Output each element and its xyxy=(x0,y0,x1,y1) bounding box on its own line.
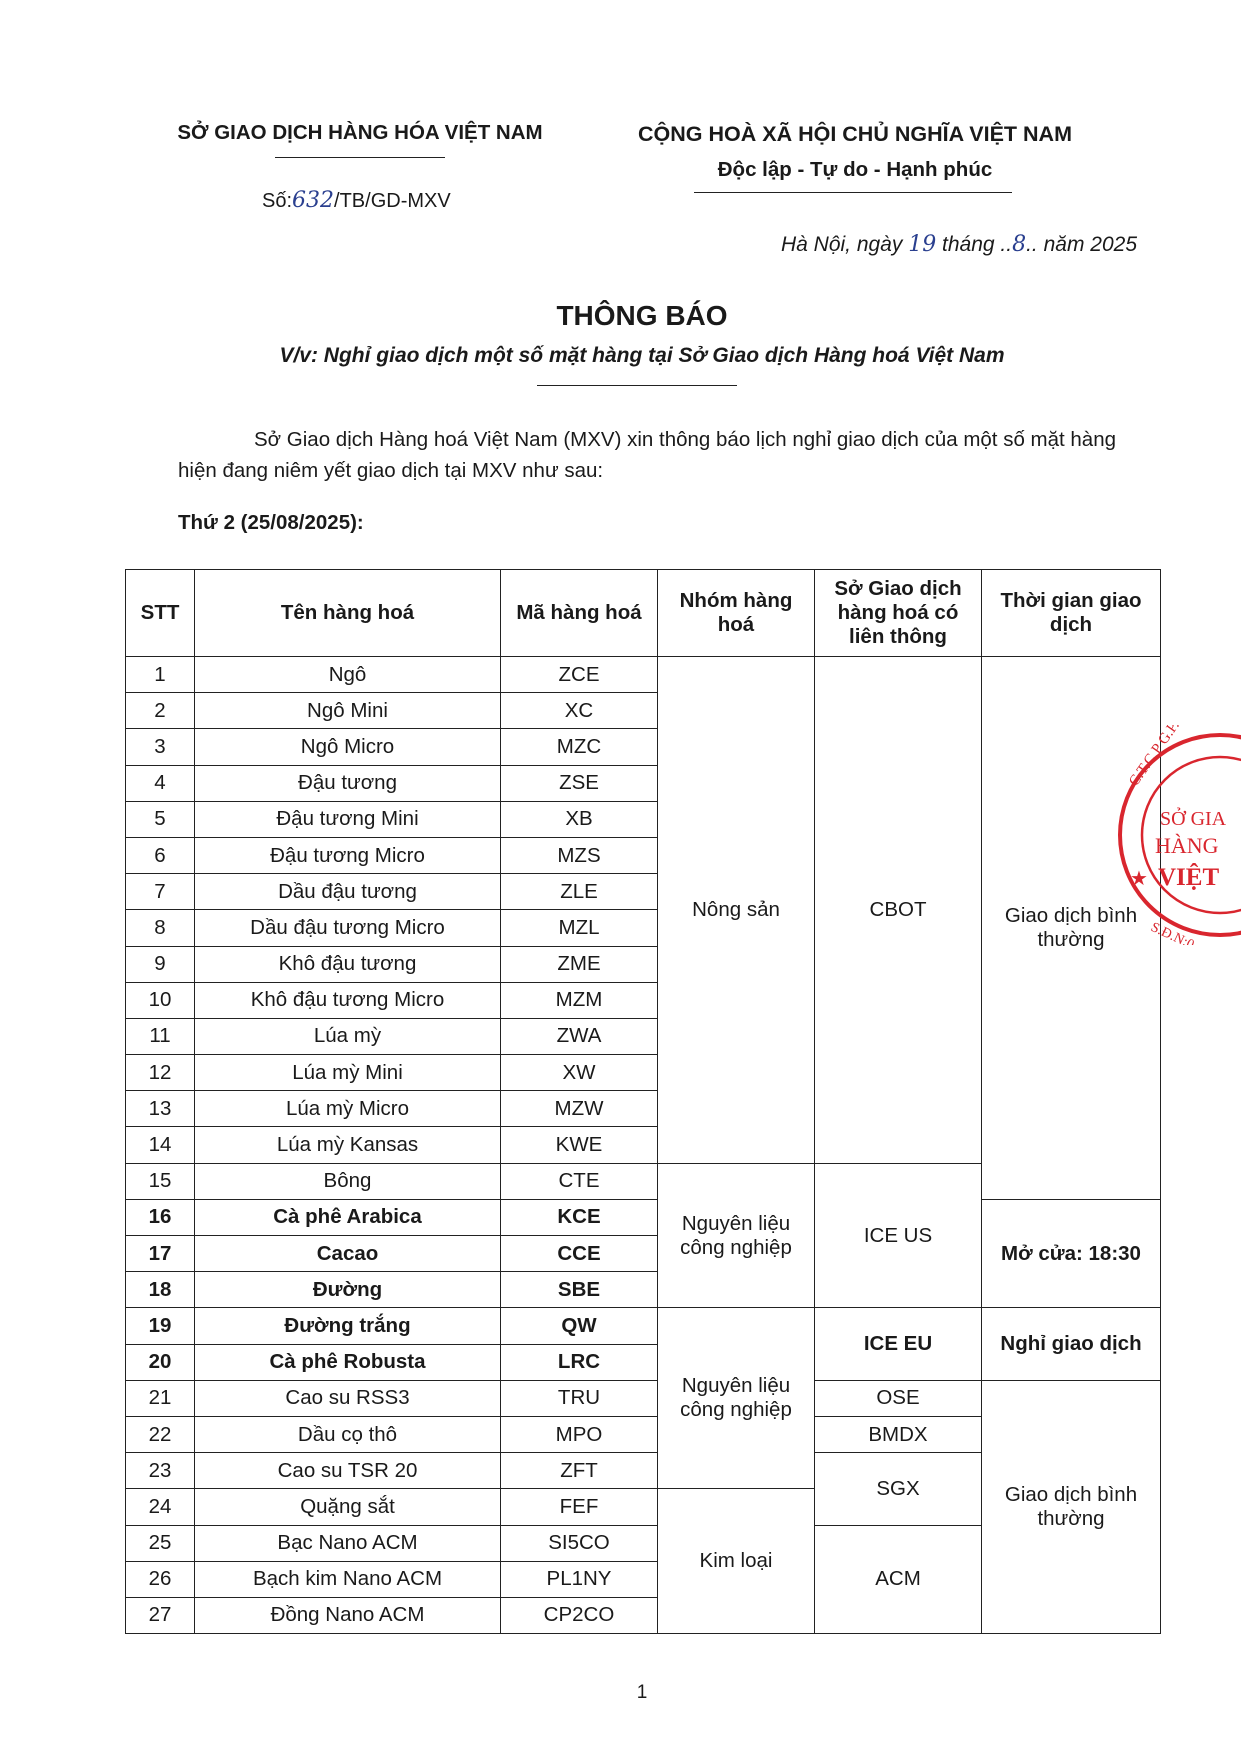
cell-exchange-sgx: SGX xyxy=(815,1453,982,1525)
cell-name: Cà phê Arabica xyxy=(195,1199,501,1235)
cell-code: XB xyxy=(501,801,658,837)
cell-code: PL1NY xyxy=(501,1561,658,1597)
schedule-table xyxy=(125,569,1161,1634)
cell-name: Đậu tương xyxy=(195,765,501,801)
cell-stt: 14 xyxy=(126,1127,195,1163)
cell-code: ZSE xyxy=(501,765,658,801)
cell-code: ZFT xyxy=(501,1453,658,1489)
cell-code: FEF xyxy=(501,1489,658,1525)
cell-name: Ngô Micro xyxy=(195,729,501,765)
cell-exchange-cbot: CBOT xyxy=(815,657,982,1164)
cell-stt: 13 xyxy=(126,1091,195,1127)
nation-title: CỘNG HOÀ XÃ HỘI CHỦ NGHĨA VIỆT NAM xyxy=(638,122,1072,146)
cell-name: Khô đậu tương Micro xyxy=(195,982,501,1018)
cell-stt: 16 xyxy=(126,1199,195,1235)
doc-no-prefix: Số: xyxy=(262,190,293,212)
seal-ring-text: C.T.C.P G.P.T.L. xyxy=(1126,725,1197,790)
seal-line1: SỞ GIA xyxy=(1160,808,1227,830)
cell-code: XW xyxy=(501,1055,658,1091)
cell-group-nong-san: Nông sản xyxy=(658,657,815,1164)
cell-name: Bạch kim Nano ACM xyxy=(195,1561,501,1597)
cell-name: Lúa mỳ Kansas xyxy=(195,1127,501,1163)
issue-date xyxy=(781,232,1137,257)
cell-name: Cà phê Robusta xyxy=(195,1344,501,1380)
table-row xyxy=(126,657,1161,693)
cell-stt: 24 xyxy=(126,1489,195,1525)
cell-name: Lúa mỳ Mini xyxy=(195,1055,501,1091)
cell-stt: 23 xyxy=(126,1453,195,1489)
seal-graphic xyxy=(1110,725,1241,945)
doc-no-handwritten: 632 xyxy=(292,188,335,213)
col-header-time: Thời gian giao dịch xyxy=(982,570,1161,657)
col-header-code: Mã hàng hoá xyxy=(501,570,658,657)
cell-code: KCE xyxy=(501,1199,658,1235)
cell-group-nguyen-lieu-2: Nguyên liệu công nghiệp xyxy=(658,1308,815,1489)
national-motto: Độc lập - Tự do - Hạnh phúc xyxy=(717,158,993,181)
col-header-name: Tên hàng hoá xyxy=(195,570,501,657)
cell-stt: 3 xyxy=(126,729,195,765)
cell-code: ZME xyxy=(501,946,658,982)
motto-underline xyxy=(694,192,1012,193)
cell-name: Cacao xyxy=(195,1236,501,1272)
cell-name: Quặng sắt xyxy=(195,1489,501,1525)
cell-exchange-ice-us: ICE US xyxy=(815,1163,982,1308)
cell-stt: 21 xyxy=(126,1380,195,1416)
cell-exchange-ice-eu: ICE EU xyxy=(815,1308,982,1380)
cell-code: MZM xyxy=(501,982,658,1018)
cell-name: Bông xyxy=(195,1163,501,1199)
cell-time-normal-2: Giao dịch bình thường xyxy=(982,1380,1161,1633)
cell-name: Bạc Nano ACM xyxy=(195,1525,501,1561)
cell-time-open: Mở cửa: 18:30 xyxy=(982,1199,1161,1308)
cell-stt: 6 xyxy=(126,837,195,873)
cell-stt: 5 xyxy=(126,801,195,837)
col-header-exchange: Sở Giao dịch hàng hoá có liên thông xyxy=(815,570,982,657)
cell-name: Đậu tương Micro xyxy=(195,837,501,873)
doc-no-suffix: /TB/GD-MXV xyxy=(334,190,451,212)
cell-stt: 22 xyxy=(126,1416,195,1452)
cell-code: MZL xyxy=(501,910,658,946)
cell-code: MZC xyxy=(501,729,658,765)
cell-name: Cao su TSR 20 xyxy=(195,1453,501,1489)
cell-stt: 9 xyxy=(126,946,195,982)
day-heading: Thứ 2 (25/08/2025): xyxy=(178,511,364,534)
cell-stt: 27 xyxy=(126,1597,195,1633)
cell-stt: 25 xyxy=(126,1525,195,1561)
document-title: THÔNG BÁO xyxy=(556,300,728,331)
cell-stt: 19 xyxy=(126,1308,195,1344)
cell-name: Ngô xyxy=(195,657,501,693)
seal-star-icon: ★ xyxy=(1130,866,1148,890)
cell-stt: 11 xyxy=(126,1018,195,1054)
cell-stt: 2 xyxy=(126,693,195,729)
date-mid: tháng .. xyxy=(936,233,1013,256)
cell-code: CTE xyxy=(501,1163,658,1199)
cell-code: MPO xyxy=(501,1416,658,1452)
cell-code: CP2CO xyxy=(501,1597,658,1633)
cell-code: ZCE xyxy=(501,657,658,693)
cell-time-normal: Giao dịch bình thường xyxy=(982,657,1161,1200)
cell-exchange-bmdx: BMDX xyxy=(815,1416,982,1452)
cell-stt: 4 xyxy=(126,765,195,801)
table-row xyxy=(126,1380,1161,1416)
cell-code: MZW xyxy=(501,1091,658,1127)
cell-name: Dầu đậu tương xyxy=(195,874,501,910)
table-header-row xyxy=(126,570,1161,657)
issuer-name: SỞ GIAO DỊCH HÀNG HÓA VIỆT NAM xyxy=(177,121,543,144)
cell-group-kim-loai: Kim loại xyxy=(658,1489,815,1634)
cell-stt: 1 xyxy=(126,657,195,693)
cell-stt: 10 xyxy=(126,982,195,1018)
cell-time-closed: Nghỉ giao dịch xyxy=(982,1308,1161,1380)
cell-exchange-ose: OSE xyxy=(815,1380,982,1416)
cell-stt: 18 xyxy=(126,1272,195,1308)
cell-code: LRC xyxy=(501,1344,658,1380)
cell-stt: 7 xyxy=(126,874,195,910)
table-row xyxy=(126,1199,1161,1235)
cell-stt: 20 xyxy=(126,1344,195,1380)
col-header-stt: STT xyxy=(126,570,195,657)
cell-name: Lúa mỳ Micro xyxy=(195,1091,501,1127)
cell-code: ZWA xyxy=(501,1018,658,1054)
cell-code: SI5CO xyxy=(501,1525,658,1561)
cell-name: Đường xyxy=(195,1272,501,1308)
cell-stt: 15 xyxy=(126,1163,195,1199)
cell-code: QW xyxy=(501,1308,658,1344)
seal-bottom-text: S.Đ.N:0 xyxy=(1148,920,1197,945)
cell-name: Đậu tương Mini xyxy=(195,801,501,837)
cell-group-nguyen-lieu: Nguyên liệu công nghiệp xyxy=(658,1163,815,1308)
cell-name: Đồng Nano ACM xyxy=(195,1597,501,1633)
cell-name: Đường trắng xyxy=(195,1308,501,1344)
cell-code: MZS xyxy=(501,837,658,873)
cell-name: Cao su RSS3 xyxy=(195,1380,501,1416)
cell-name: Dầu đậu tương Micro xyxy=(195,910,501,946)
date-suffix: .. năm 2025 xyxy=(1026,233,1137,256)
col-header-group: Nhóm hàng hoá xyxy=(658,570,815,657)
cell-name: Dầu cọ thô xyxy=(195,1416,501,1452)
cell-stt: 12 xyxy=(126,1055,195,1091)
cell-code: SBE xyxy=(501,1272,658,1308)
cell-code: KWE xyxy=(501,1127,658,1163)
page-number: 1 xyxy=(636,1682,648,1703)
cell-code: XC xyxy=(501,693,658,729)
issuer-underline xyxy=(275,157,445,158)
cell-name: Ngô Mini xyxy=(195,693,501,729)
date-day-handwritten: 19 xyxy=(908,232,937,257)
cell-code: CCE xyxy=(501,1236,658,1272)
intro-paragraph: Sở Giao dịch Hàng hoá Việt Nam (MXV) xin thông báo lịch nghỉ giao dịch của một số mặt hàng hiện đang niêm yết giao dịch tại MXV như sau: xyxy=(178,428,1117,482)
table-row xyxy=(126,1308,1161,1344)
cell-stt: 8 xyxy=(126,910,195,946)
official-seal xyxy=(1110,725,1241,945)
cell-stt: 26 xyxy=(126,1561,195,1597)
date-prefix: Hà Nội, ngày xyxy=(780,233,909,256)
seal-line2: HÀNG xyxy=(1155,833,1219,858)
date-month-handwritten: 8 xyxy=(1012,232,1027,257)
document-subtitle: V/v: Nghỉ giao dịch một số mặt hàng tại Sở Giao dịch Hàng hoá Việt Nam xyxy=(279,344,1005,367)
cell-code: ZLE xyxy=(501,874,658,910)
cell-code: TRU xyxy=(501,1380,658,1416)
cell-stt: 17 xyxy=(126,1236,195,1272)
subtitle-underline xyxy=(537,385,737,386)
seal-line3: VIỆT xyxy=(1158,864,1220,891)
document-number xyxy=(262,188,451,213)
cell-name: Lúa mỳ xyxy=(195,1018,501,1054)
cell-name: Khô đậu tương xyxy=(195,946,501,982)
cell-exchange-acm: ACM xyxy=(815,1525,982,1634)
